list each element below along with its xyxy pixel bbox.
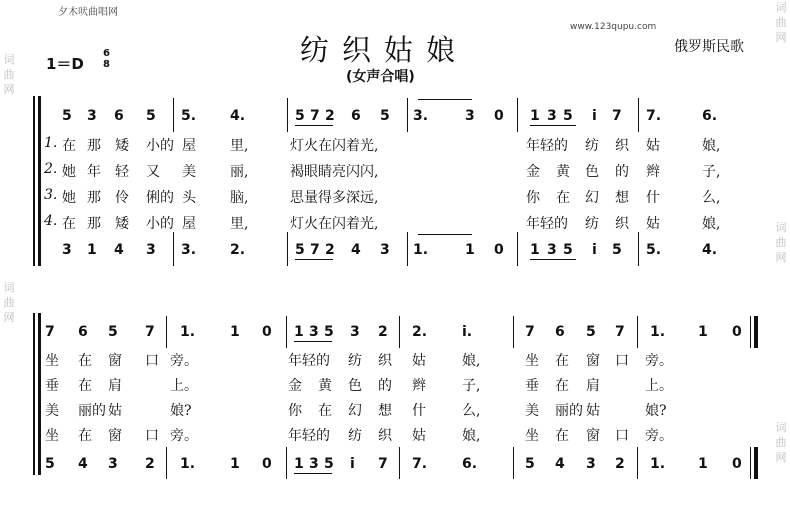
- note-lower: 2.: [230, 242, 246, 258]
- tie-upper: [418, 99, 472, 100]
- lyric-syllable: 纺: [585, 216, 599, 232]
- meter-bottom: 8: [103, 59, 110, 70]
- note-lower: 1: [465, 242, 475, 258]
- lyric-syllable: 子,: [702, 164, 721, 180]
- lyric-syllable: 黄: [318, 378, 332, 394]
- lyric-syllable: 口: [615, 353, 629, 369]
- note-upper: 3: [547, 108, 557, 124]
- note-upper: 2: [325, 108, 335, 124]
- side-watermark: 词曲网: [775, 221, 787, 264]
- lyric-syllable: 口: [145, 428, 159, 444]
- tie-lower: [418, 234, 472, 235]
- lyric-syllable: 织: [615, 138, 629, 154]
- lyric-syllable: 娘,: [702, 216, 721, 232]
- lyric-syllable: 什: [412, 403, 426, 419]
- note-upper: 5: [324, 324, 334, 340]
- note-lower: i: [592, 242, 597, 258]
- lyric-syllable: 姑: [646, 216, 660, 232]
- barline-upper: [407, 98, 408, 132]
- song-title: 纺织姑娘: [300, 33, 469, 67]
- beam-lower: [295, 259, 333, 260]
- lyric-syllable: 思量得多深远,: [290, 190, 379, 206]
- lyric-syllable: 色: [585, 164, 599, 180]
- lyric-syllable: 美: [182, 164, 196, 180]
- lyric-syllable: 窗: [108, 353, 122, 369]
- note-lower: 3: [108, 456, 118, 472]
- barline-upper: [513, 316, 514, 348]
- note-lower: 3: [62, 242, 72, 258]
- note-lower: 2: [615, 456, 625, 472]
- final-barline: [750, 447, 751, 479]
- lyric-syllable: 什: [646, 190, 660, 206]
- note-upper: 7: [612, 108, 622, 124]
- song-subtitle: (女声合唱): [346, 69, 415, 85]
- note-lower: 3: [586, 456, 596, 472]
- note-lower: 4: [114, 242, 124, 258]
- note-upper: 1: [530, 108, 540, 124]
- barline-lower: [173, 232, 174, 266]
- lyric-syllable: 金: [526, 164, 540, 180]
- note-lower: 5: [324, 456, 334, 472]
- key-signature: 1＝D: [46, 55, 84, 73]
- barline-upper: [637, 316, 638, 348]
- side-watermark: 词曲网: [3, 281, 15, 324]
- lyric-syllable: 在: [555, 428, 569, 444]
- composer-credit: 俄罗斯民歌: [674, 39, 744, 55]
- lyric-syllable: 伶: [115, 190, 129, 206]
- lyric-syllable: 织: [615, 216, 629, 232]
- lyric-syllable: 娘?: [170, 403, 192, 419]
- lyric-syllable: 在: [62, 216, 76, 232]
- note-lower: 5: [563, 242, 573, 258]
- lyric-syllable: 子,: [462, 378, 481, 394]
- lyric-syllable: 姑: [108, 403, 122, 419]
- note-upper: 3: [87, 108, 97, 124]
- note-upper: 6: [555, 324, 565, 340]
- lyric-syllable: 幻: [348, 403, 362, 419]
- lyric-syllable: 丽的: [555, 403, 583, 419]
- note-lower: 4: [78, 456, 88, 472]
- lyric-syllable: 娘,: [702, 138, 721, 154]
- time-signature: [101, 48, 112, 70]
- lyric-syllable: 口: [145, 353, 159, 369]
- note-upper: 5: [586, 324, 596, 340]
- beam-lower: [294, 473, 332, 474]
- note-lower: 4: [555, 456, 565, 472]
- lyric-syllable: 姑: [646, 138, 660, 154]
- note-upper: 3: [350, 324, 360, 340]
- barline-lower: [638, 232, 639, 266]
- lyric-syllable: 窗: [108, 428, 122, 444]
- barline-upper: [166, 316, 167, 348]
- barline-lower: [407, 232, 408, 266]
- lyric-syllable: 俐的: [146, 190, 174, 206]
- note-upper: 5: [563, 108, 573, 124]
- lyric-syllable: 窗: [586, 353, 600, 369]
- note-lower: 0: [732, 456, 742, 472]
- lyric-syllable: 的: [378, 378, 392, 394]
- lyric-syllable: 纺: [348, 353, 362, 369]
- lyric-syllable: 口: [615, 428, 629, 444]
- lyric-syllable: 里,: [230, 216, 249, 232]
- lyric-syllable: 美: [45, 403, 59, 419]
- note-lower: 7.: [412, 456, 428, 472]
- note-lower: 4.: [702, 242, 718, 258]
- note-upper: 5: [295, 108, 305, 124]
- lyric-syllable: 在: [62, 138, 76, 154]
- lyric-syllable: 在: [318, 403, 332, 419]
- barline-upper: [517, 98, 518, 132]
- note-upper: 5: [380, 108, 390, 124]
- note-upper: 4.: [230, 108, 246, 124]
- lyric-syllable: 灯火在闪着光,: [290, 138, 379, 154]
- lyric-syllable: 坐: [525, 428, 539, 444]
- note-upper: 1: [698, 324, 708, 340]
- barline-upper: [173, 98, 174, 132]
- lyric-syllable: 旁。: [170, 428, 198, 444]
- note-lower: 7: [378, 456, 388, 472]
- note-upper: 3.: [413, 108, 429, 124]
- lyric-syllable: 辫: [412, 378, 426, 394]
- lyric-syllable: 又: [146, 164, 160, 180]
- note-lower: 4: [351, 242, 361, 258]
- lyric-syllable: 在: [78, 428, 92, 444]
- lyric-syllable: 旁。: [645, 353, 673, 369]
- note-lower: 1: [698, 456, 708, 472]
- lyric-syllable: 织: [378, 428, 392, 444]
- lyric-syllable: 在: [555, 353, 569, 369]
- lyric-syllable: 年轻的: [288, 428, 330, 444]
- note-lower: 1: [530, 242, 540, 258]
- note-lower: 1.: [650, 456, 666, 472]
- note-upper: 2.: [412, 324, 428, 340]
- lyric-syllable: 么,: [702, 190, 721, 206]
- lyric-syllable: 你: [288, 403, 302, 419]
- note-upper: 7: [310, 108, 320, 124]
- note-lower: 0: [494, 242, 504, 258]
- note-lower: 3.: [181, 242, 197, 258]
- note-lower: 5.: [646, 242, 662, 258]
- note-upper: 7: [145, 324, 155, 340]
- lyric-syllable: 小的: [146, 216, 174, 232]
- note-upper: 5: [62, 108, 72, 124]
- lyric-syllable: 想: [378, 403, 392, 419]
- note-upper: 5: [146, 108, 156, 124]
- lyric-syllable: 娘?: [645, 403, 667, 419]
- lyric-syllable: 那: [87, 138, 101, 154]
- side-watermark: 词曲网: [775, 1, 787, 44]
- note-upper: 3: [465, 108, 475, 124]
- lyric-syllable: 色: [348, 378, 362, 394]
- note-upper: 3: [309, 324, 319, 340]
- lyric-syllable: 窗: [586, 428, 600, 444]
- note-lower: 5: [525, 456, 535, 472]
- lyric-syllable: 美: [525, 403, 539, 419]
- lyric-syllable: 坐: [45, 428, 59, 444]
- lyric-syllable: 肩: [586, 378, 600, 394]
- lyric-syllable: 脑,: [230, 190, 249, 206]
- barline-upper: [638, 98, 639, 132]
- lyric-syllable: 姑: [412, 353, 426, 369]
- lyric-syllable: 幻: [585, 190, 599, 206]
- lyric-syllable: 她: [62, 190, 76, 206]
- note-upper: 6: [114, 108, 124, 124]
- system-bracket: [33, 96, 35, 266]
- note-lower: i: [350, 456, 355, 472]
- lyric-syllable: 织: [378, 353, 392, 369]
- note-lower: 3: [380, 242, 390, 258]
- note-upper: 5.: [181, 108, 197, 124]
- system-bracket: [38, 96, 41, 266]
- lyric-syllable: 娘,: [462, 353, 481, 369]
- lyric-syllable: 头: [182, 190, 196, 206]
- lyric-syllable: 里,: [230, 138, 249, 154]
- lyric-syllable: 褐眼睛亮闪闪,: [290, 164, 379, 180]
- note-lower: 1.: [413, 242, 429, 258]
- lyric-syllable: 姑: [412, 428, 426, 444]
- lyric-syllable: 那: [87, 190, 101, 206]
- note-lower: 6.: [462, 456, 478, 472]
- lyric-syllable: 娘,: [462, 428, 481, 444]
- barline-upper: [287, 98, 288, 132]
- note-upper: 0: [732, 324, 742, 340]
- lyric-syllable: 上。: [645, 378, 673, 394]
- system-bracket: [38, 313, 41, 475]
- lyric-syllable: 坐: [45, 353, 59, 369]
- note-upper: 7.: [646, 108, 662, 124]
- note-upper: 0: [262, 324, 272, 340]
- note-upper: 1: [230, 324, 240, 340]
- lyric-syllable: 纺: [348, 428, 362, 444]
- final-barline: [750, 316, 751, 348]
- note-lower: 1: [230, 456, 240, 472]
- lyric-syllable: 灯火在闪着光,: [290, 216, 379, 232]
- barline-upper: [399, 316, 400, 348]
- note-lower: 5: [612, 242, 622, 258]
- lyric-syllable: 小的: [146, 138, 174, 154]
- note-upper: 1.: [180, 324, 196, 340]
- note-lower: 7: [310, 242, 320, 258]
- lyric-syllable: 轻: [115, 164, 129, 180]
- barline-lower: [286, 447, 287, 479]
- lyric-syllable: 旁。: [645, 428, 673, 444]
- lyric-syllable: 坐: [525, 353, 539, 369]
- beam-lower: [530, 259, 576, 260]
- lyric-syllable: 年轻的: [526, 138, 568, 154]
- note-upper: 1.: [650, 324, 666, 340]
- meter-top: 6: [103, 48, 110, 59]
- verse-number: 3.: [44, 187, 58, 203]
- final-barline: [754, 316, 758, 348]
- note-lower: 5: [45, 456, 55, 472]
- lyric-syllable: 年轻的: [526, 216, 568, 232]
- note-upper: 6: [78, 324, 88, 340]
- note-lower: 1: [294, 456, 304, 472]
- lyric-syllable: 旁。: [170, 353, 198, 369]
- final-barline: [754, 447, 758, 479]
- lyric-syllable: 垂: [525, 378, 539, 394]
- lyric-syllable: 金: [288, 378, 302, 394]
- note-upper: 7: [525, 324, 535, 340]
- note-upper: 6.: [702, 108, 718, 124]
- site-watermark-left: 夕木吠曲唱网: [58, 7, 118, 18]
- lyric-syllable: 矮: [115, 138, 129, 154]
- note-upper: 6: [351, 108, 361, 124]
- system-bracket: [33, 313, 35, 475]
- lyric-syllable: 辫: [646, 164, 660, 180]
- note-lower: 2: [145, 456, 155, 472]
- lyric-syllable: 姑: [586, 403, 600, 419]
- barline-upper: [286, 316, 287, 348]
- lyric-syllable: 么,: [462, 403, 481, 419]
- barline-lower: [399, 447, 400, 479]
- lyric-syllable: 屋: [182, 138, 196, 154]
- lyric-syllable: 丽的: [78, 403, 106, 419]
- note-lower: 3: [146, 242, 156, 258]
- barline-lower: [166, 447, 167, 479]
- note-upper: 7: [45, 324, 55, 340]
- note-upper: 1: [294, 324, 304, 340]
- note-lower: 1.: [180, 456, 196, 472]
- lyric-syllable: 年轻的: [288, 353, 330, 369]
- beam-upper: [294, 341, 332, 342]
- lyric-syllable: 想: [615, 190, 629, 206]
- lyric-syllable: 她: [62, 164, 76, 180]
- lyric-syllable: 纺: [585, 138, 599, 154]
- verse-number: 2.: [44, 161, 58, 177]
- side-watermark: 词曲网: [3, 53, 15, 96]
- lyric-syllable: 肩: [108, 378, 122, 394]
- lyric-syllable: 那: [87, 216, 101, 232]
- note-lower: 3: [309, 456, 319, 472]
- lyric-syllable: 垂: [45, 378, 59, 394]
- note-lower: 2: [325, 242, 335, 258]
- note-upper: i: [592, 108, 597, 124]
- lyric-syllable: 年: [87, 164, 101, 180]
- note-lower: 3: [547, 242, 557, 258]
- lyric-syllable: 矮: [115, 216, 129, 232]
- note-lower: 5: [295, 242, 305, 258]
- lyric-syllable: 你: [526, 190, 540, 206]
- lyric-syllable: 在: [78, 353, 92, 369]
- lyric-syllable: 丽,: [230, 164, 249, 180]
- lyric-syllable: 黄: [556, 164, 570, 180]
- lyric-syllable: 上。: [170, 378, 198, 394]
- note-upper: 7: [615, 324, 625, 340]
- note-upper: 2: [378, 324, 388, 340]
- barline-lower: [637, 447, 638, 479]
- lyric-syllable: 在: [555, 378, 569, 394]
- lyric-syllable: 屋: [182, 216, 196, 232]
- note-upper: 5: [108, 324, 118, 340]
- note-upper: 0: [494, 108, 504, 124]
- beam-upper: [295, 125, 333, 126]
- barline-lower: [287, 232, 288, 266]
- side-watermark: 词曲网: [775, 421, 787, 464]
- verse-number: 4.: [44, 213, 58, 229]
- note-lower: 0: [262, 456, 272, 472]
- barline-lower: [513, 447, 514, 479]
- lyric-syllable: 在: [78, 378, 92, 394]
- site-url: www.123qupu.com: [570, 22, 657, 32]
- note-upper: i.: [462, 324, 473, 340]
- verse-number: 1.: [44, 135, 58, 151]
- lyric-syllable: 的: [615, 164, 629, 180]
- beam-upper: [530, 125, 576, 126]
- note-lower: 1: [87, 242, 97, 258]
- lyric-syllable: 在: [556, 190, 570, 206]
- barline-lower: [517, 232, 518, 266]
